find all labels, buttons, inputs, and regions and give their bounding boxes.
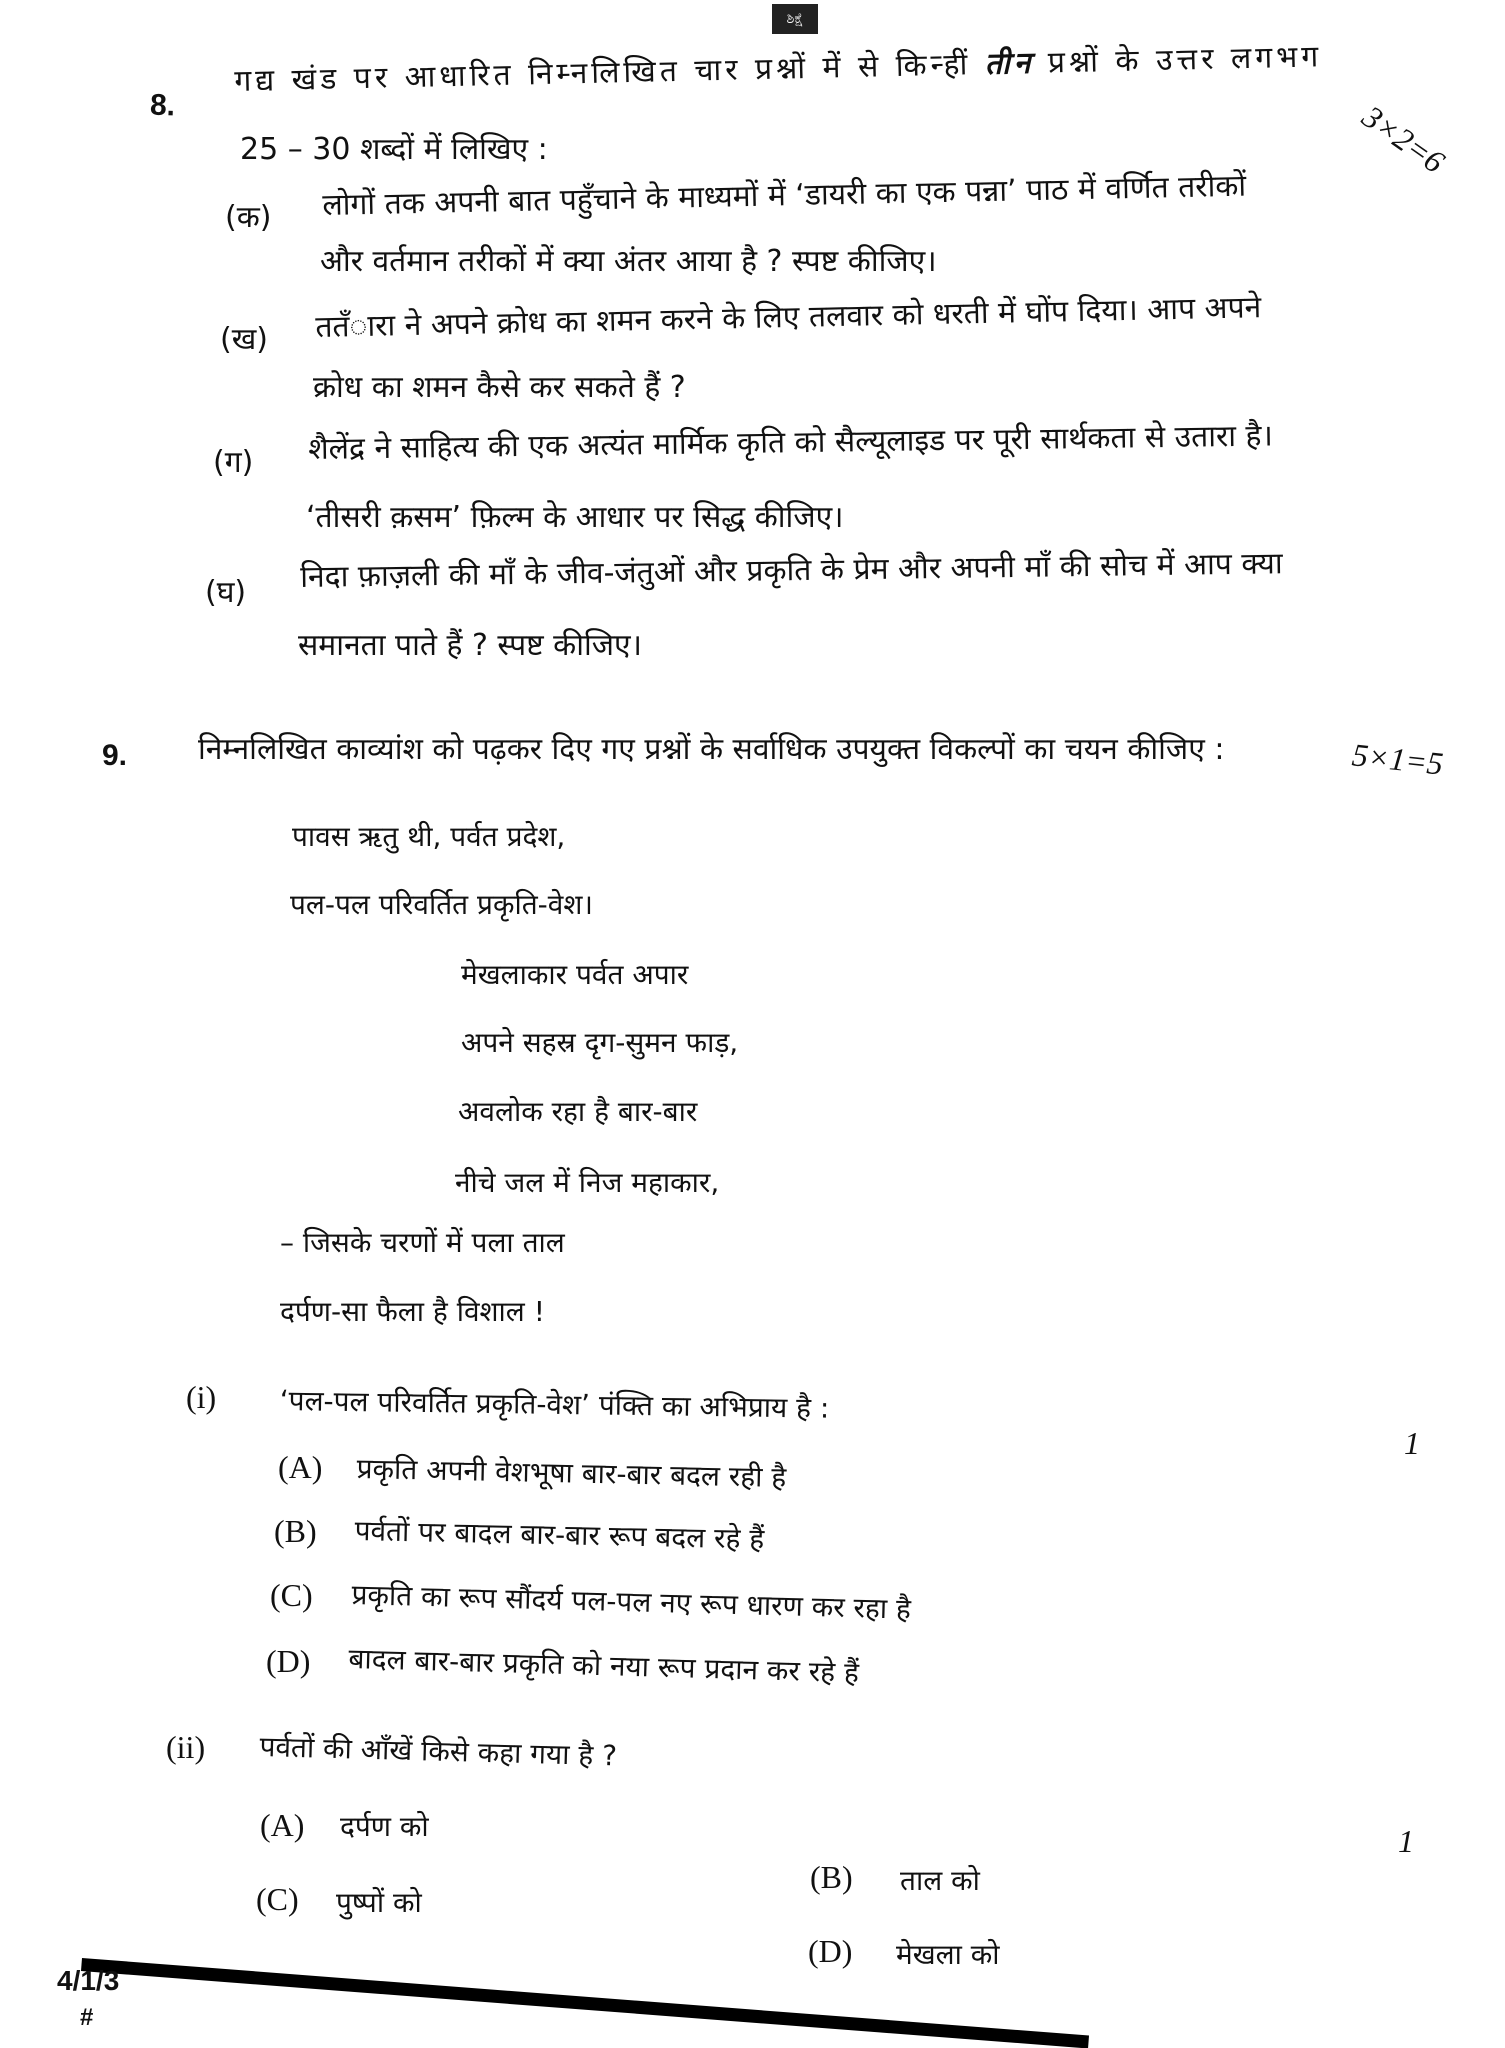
option-label: (C) — [256, 1881, 299, 1917]
part-text: समानता पाते हैं ? स्पष्ट कीजिए। — [298, 628, 642, 663]
paper-code: 4/1/3 — [57, 1965, 120, 1996]
part-text: शैलेंद्र ने साहित्य की एक अत्यंत मार्मिक कृति को सैल्यूलाइड पर पूरी सार्थकता से उतारा है। — [308, 418, 1274, 467]
option-text[interactable]: दर्पण को — [340, 1810, 429, 1843]
part-label: (क) — [225, 200, 272, 235]
part-label: (ग) — [213, 445, 254, 480]
poem-line: दर्पण-सा फैला है विशाल ! — [280, 1295, 545, 1328]
poem-line: नीचे जल में निज महाकार, — [455, 1166, 720, 1199]
part-text: क्रोध का शमन कैसे कर सकते हैं ? — [313, 370, 686, 405]
option-label: (D) — [266, 1643, 311, 1679]
question-text-line2: 25 – 30 शब्दों में लिखिए : — [240, 132, 548, 167]
question-number: 9. — [102, 739, 128, 772]
part-text: लोगों तक अपनी बात पहुँचाने के माध्यमों में ‘डायरी का एक पन्ना’ पाठ में वर्णित तरीकों — [322, 168, 1247, 223]
question-text: निम्नलिखित काव्यांश को पढ़कर दिए गए प्रश्नों के सर्वाधिक उपयुक्त विकल्पों का चयन कीजिए : — [198, 732, 1225, 767]
option-text[interactable]: पुष्पों को — [336, 1886, 422, 1919]
marks: 3×2=6 — [1356, 98, 1452, 180]
poem-line: अवलोक रहा है बार-बार — [458, 1095, 698, 1128]
text: गद्य खंड पर आधारित निम्नलिखित चार प्रश्नों में से किन्हीं — [234, 46, 986, 99]
question-text — [234, 39, 1323, 100]
poem-line: पल-पल परिवर्तित प्रकृति-वेश। — [290, 888, 594, 921]
option-label: (B) — [810, 1859, 853, 1895]
sub-question-label: (i) — [186, 1379, 217, 1415]
part-text: निदा फ़ाज़ली की माँ के जीव-जंतुओं और प्रकृति के प्रेम और अपनी माँ की सोच में आप क्या — [300, 546, 1283, 595]
sub-question-label: (ii) — [166, 1729, 206, 1765]
option-label: (C) — [270, 1577, 313, 1613]
option-text[interactable]: बादल बार-बार प्रकृति को नया रूप प्रदान कर रहे हैं — [348, 1642, 860, 1690]
emphasis: तीन — [984, 45, 1035, 82]
option-text[interactable]: पर्वतों पर बादल बार-बार रूप बदल रहे हैं — [354, 1514, 765, 1556]
hash-mark: # — [80, 2004, 94, 2031]
sub-question-text: ‘पल-पल परिवर्तित प्रकृति-वेश’ पंक्ति का अभिप्राय है : — [279, 1384, 830, 1425]
marks: 1 — [1398, 1823, 1414, 1859]
part-label: (ख) — [220, 322, 268, 357]
part-text: ततँारा ने अपने क्रोध का शमन करने के लिए तलवार को धरती में घोंप दिया। आप अपने — [315, 290, 1262, 345]
option-label: (A) — [278, 1449, 323, 1485]
poem-line: पावस ऋतु थी, पर्वत प्रदेश, — [292, 820, 566, 853]
poem-line: अपने सहस्र दृग-सुमन फाड़, — [461, 1026, 739, 1059]
sub-question-text: पर्वतों की आँखें किसे कहा गया है ? — [259, 1730, 618, 1773]
marks: 5×1=5 — [1350, 736, 1445, 782]
part-label: (घ) — [205, 575, 247, 610]
question-number: 8. — [149, 88, 176, 123]
option-label: (B) — [274, 1513, 317, 1549]
option-text[interactable]: प्रकृति का रूप सौंदर्य पल-पल नए रूप धारण कर रहा है — [351, 1578, 912, 1626]
part-text: ‘तीसरी क़सम’ फ़िल्म के आधार पर सिद्ध कीजिए। — [306, 500, 844, 535]
option-text[interactable]: ताल को — [900, 1864, 980, 1897]
poem-line: मेखलाकार पर्वत अपार — [461, 958, 689, 991]
header-mark: ಶಿಕ್ಷೆ — [772, 4, 818, 34]
option-label: (A) — [260, 1807, 305, 1843]
option-text[interactable]: मेखला को — [896, 1938, 1000, 1971]
part-text: और वर्तमान तरीकों में क्या अंतर आया है ? स्पष्ट कीजिए। — [320, 244, 937, 279]
option-text[interactable]: प्रकृति अपनी वेशभूषा बार-बार बदल रही है — [356, 1452, 787, 1494]
option-label: (D) — [808, 1933, 853, 1969]
poem-line: – जिसके चरणों में पला ताल — [280, 1226, 565, 1259]
text: प्रश्नों के उत्तर लगभग — [1033, 39, 1323, 81]
marks: 1 — [1404, 1425, 1420, 1461]
